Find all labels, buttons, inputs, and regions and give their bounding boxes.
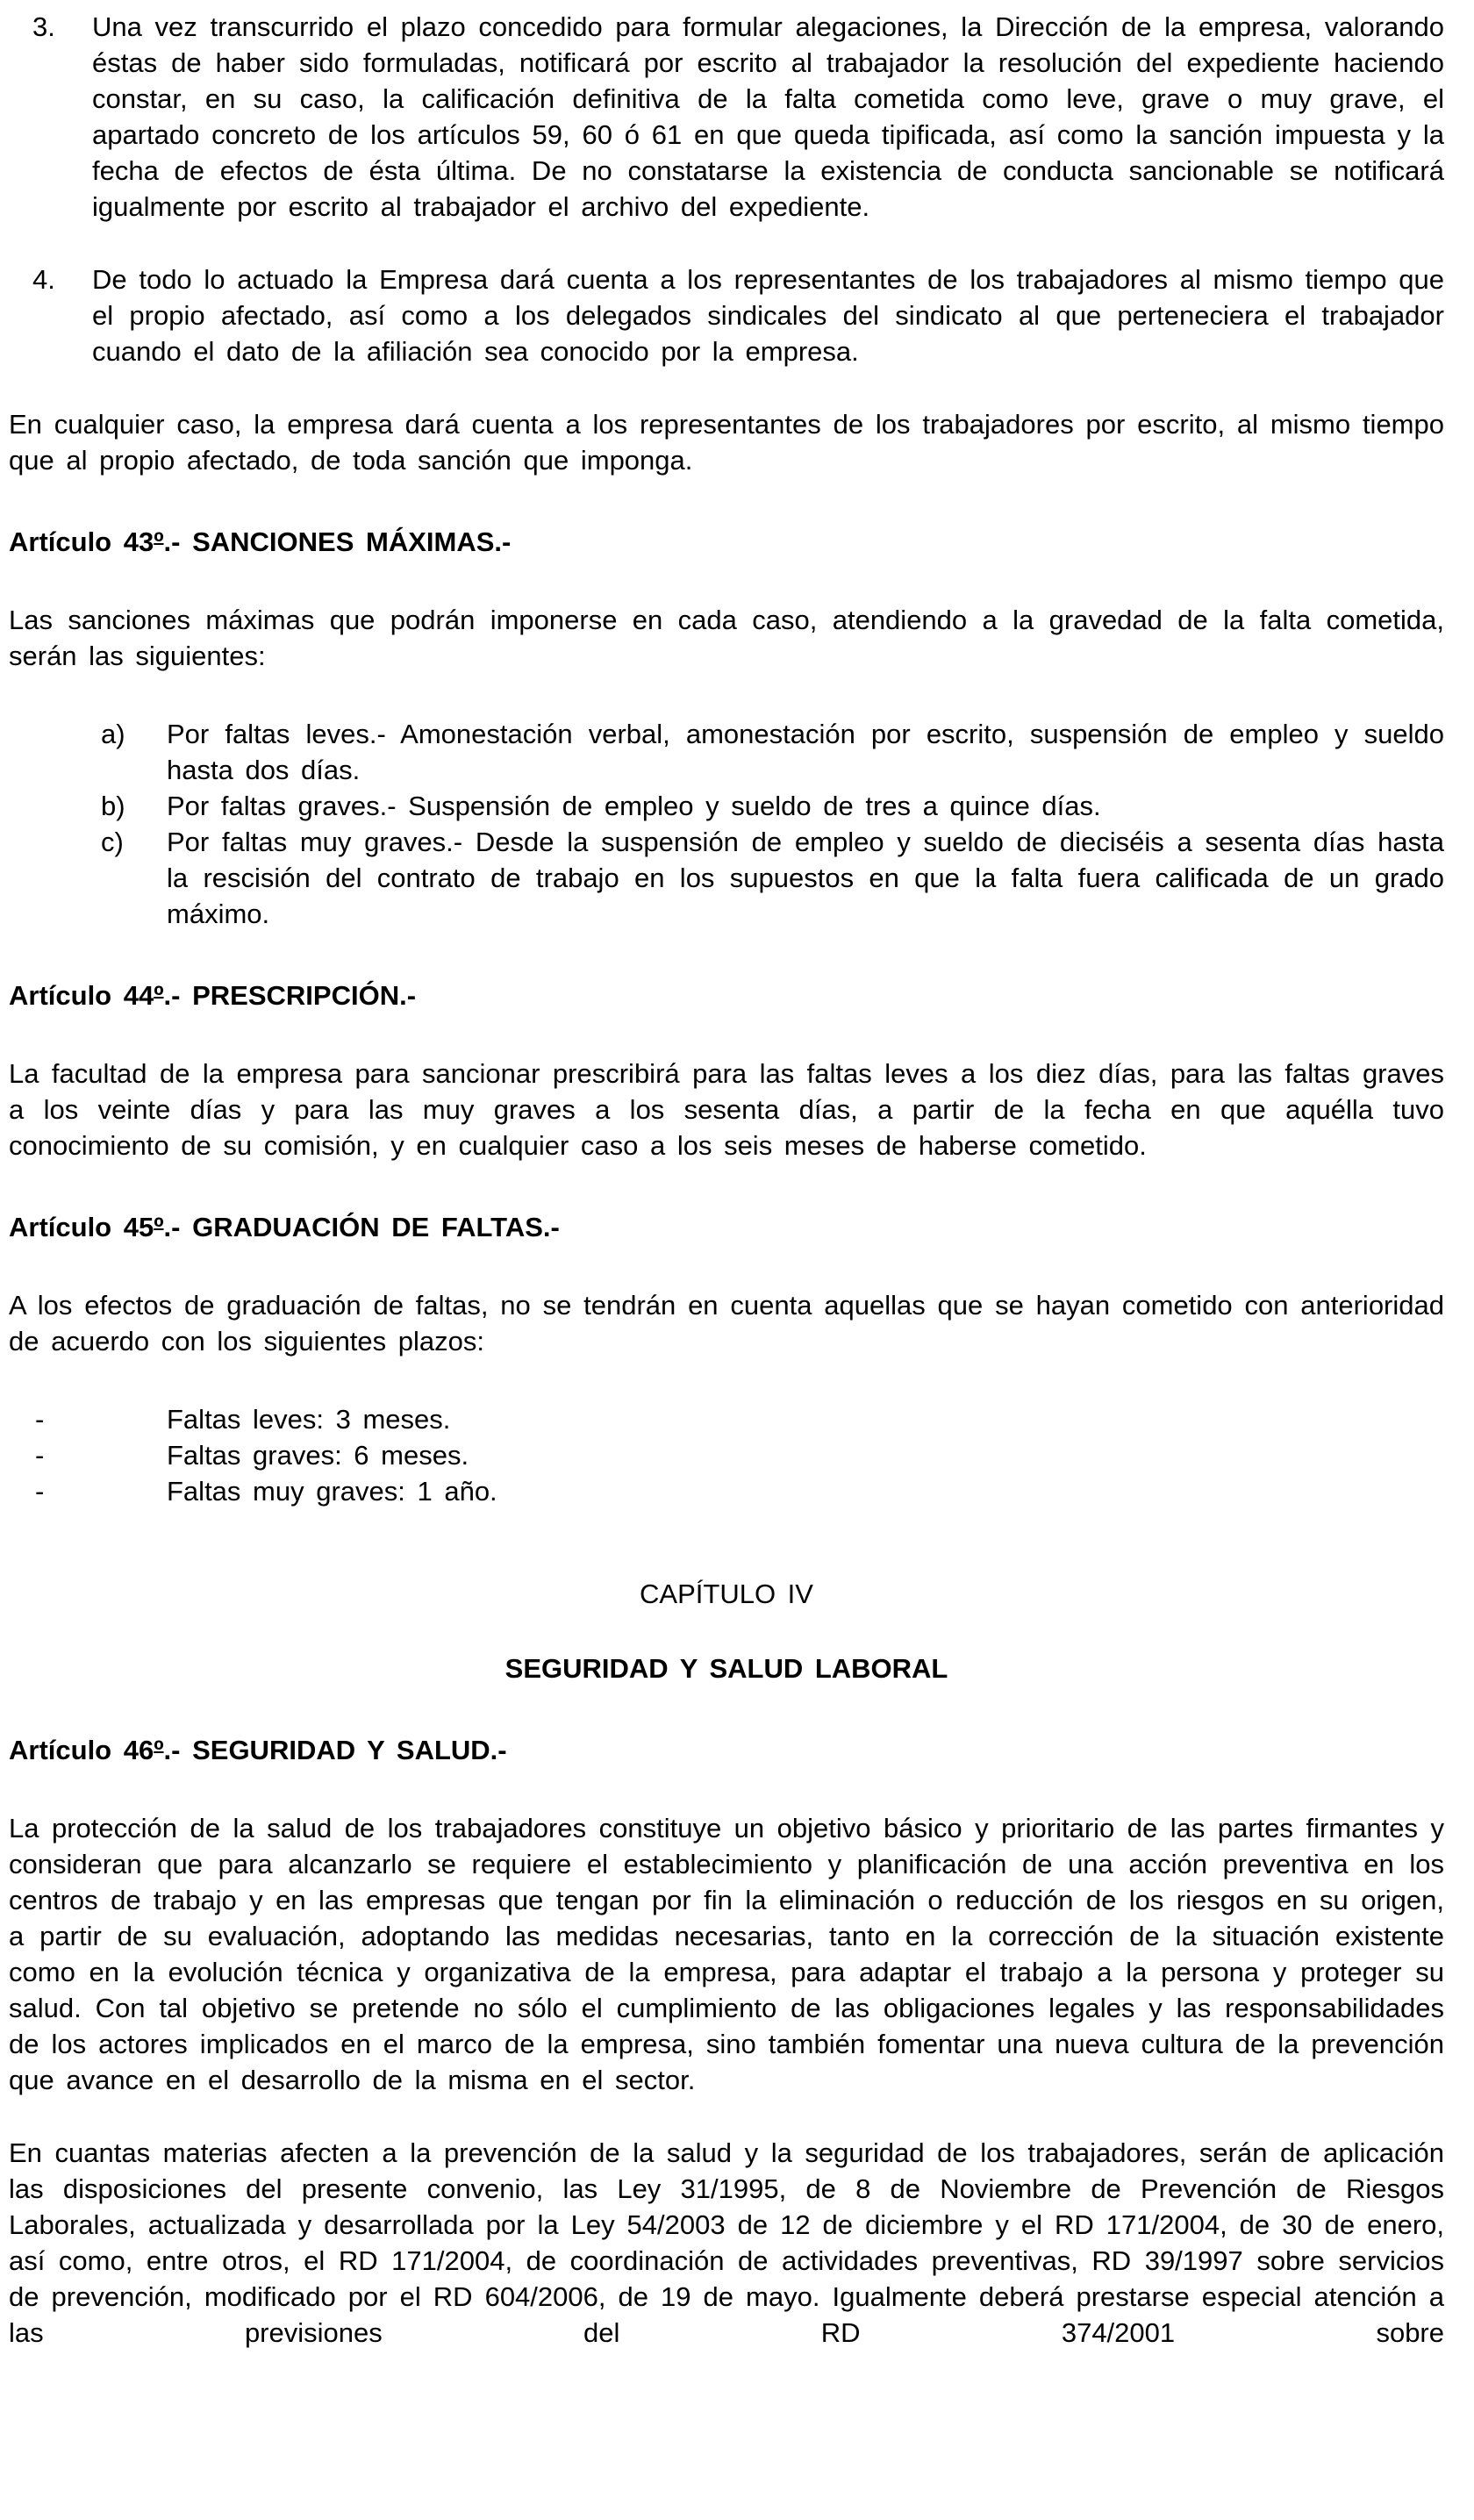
list-item-a-marker: a) (101, 719, 125, 749)
article-46-prefix: Artículo 46 (9, 1735, 154, 1765)
list-item-a (9, 716, 1444, 788)
article-46-title: .- SEGURIDAD Y SALUD.- (163, 1735, 507, 1765)
dash-item-graves (9, 1437, 1444, 1473)
item-4-number: 4. (32, 264, 55, 295)
list-item-b-text: Por faltas graves.- Suspensión de empleo y sueldo de tres a quince días. (167, 791, 1101, 821)
paragraph-art46-1: La protección de la salud de los trabajadores constituye un objetivo básico y prioritario de las partes firmantes y consideran que para alcanzarlo se requiere el establecimiento y planificación de una acción preventiva en los centros de trabajo y en las empresas que tengan por fin la eliminación o reducción de los riesgos en su origen, a partir de su evaluación, adoptando las medidas necesarias, tanto en la corrección de la situación existente como en la evolución técnica y organizativa de la empresa, para adaptar el trabajo a la persona y proteger su salud. Con tal objetivo se pretende no sólo el cumplimiento de las obligaciones legales y las responsabilidades de los actores implicados en el marco de la empresa, sino también fomentar una nueva cultura de la prevención que avance en el desarrollo de la misma en el sector. (9, 1813, 1444, 2095)
numbered-item-4 (9, 261, 1444, 369)
lettered-list-sanciones (9, 716, 1444, 932)
article-45-heading (9, 1209, 1444, 1245)
dash-item-graves-marker: - (35, 1440, 45, 1471)
article-44-prefix: Artículo 44 (9, 980, 154, 1011)
list-item-b (9, 788, 1444, 824)
dash-item-leves-marker: - (35, 1404, 45, 1435)
article-45-ordinal-indicator: º (154, 1212, 164, 1242)
article-44-title: .- PRESCRIPCIÓN.- (163, 980, 417, 1011)
item-3-text: Una vez transcurrido el plazo concedido para formular alegaciones, la Dirección de la empresa, valorando éstas de haber sido formuladas, notificará por escrito al trabajador la resolución del expediente haciendo constar, en su caso, la calificación definitiva de la falta cometida como leve, grave o muy grave, el apartado concreto de los artículos 59, 60 ó 61 en que queda tipificada, así como la sanción impuesta y la fecha de efectos de ésta última. De no constatarse la existencia de conducta sancionable se notificará igualmente por escrito al trabajador el archivo del expediente. (92, 11, 1444, 222)
list-item-c-marker: c) (101, 827, 124, 857)
dash-item-graves-text: Faltas graves: 6 meses. (167, 1440, 469, 1471)
paragraph-sanciones-intro: Las sanciones máximas que podrán imponerse en cada caso, atendiendo a la gravedad de la falta cometida, serán las siguientes: (9, 605, 1444, 671)
dash-list-plazos (9, 1401, 1444, 1509)
paragraph-prescripcion: La facultad de la empresa para sancionar prescribirá para las faltas leves a los diez días, para las faltas graves a los veinte días y para las muy graves a los sesenta días, a partir de la fecha en que aquélla tuvo conocimiento de su comisión, y en cualquier caso a los seis meses de haberse cometido. (9, 1058, 1444, 1161)
chapter-title: CAPÍTULO IV (640, 1579, 813, 1609)
dash-item-muy-graves-marker: - (35, 1476, 45, 1507)
dash-item-muy-graves (9, 1473, 1444, 1509)
dash-item-leves-text: Faltas leves: 3 meses. (167, 1404, 451, 1435)
item-3-number: 3. (32, 11, 55, 42)
article-44-ordinal-indicator: º (154, 980, 164, 1011)
item-4-text: De todo lo actuado la Empresa dará cuenta a los representantes de los trabajadores al mismo tiempo que el propio afectado, así como a los delegados sindicales del sindicato al que perteneciera el trabajador cuando el dato de la afiliación sea conocido por la empresa. (92, 264, 1444, 367)
dash-item-leves (9, 1401, 1444, 1437)
chapter-subtitle: SEGURIDAD Y SALUD LABORAL (504, 1653, 948, 1684)
article-43-ordinal-indicator: º (154, 526, 164, 557)
article-46-heading (9, 1732, 1444, 1768)
article-44-heading (9, 977, 1444, 1013)
paragraph-graduacion-intro: A los efectos de graduación de faltas, no se tendrán en cuenta aquellas que se hayan cometido con anterioridad de acuerdo con los siguientes plazos: (9, 1290, 1444, 1357)
article-45-prefix: Artículo 45 (9, 1212, 154, 1242)
list-item-a-text: Por faltas leves.- Amonestación verbal, amonestación por escrito, suspensión de empleo y sueldo hasta dos días. (167, 719, 1444, 785)
article-46-ordinal-indicator: º (154, 1735, 164, 1765)
article-43-heading (9, 524, 1444, 560)
list-item-c (9, 824, 1444, 932)
list-item-c-text: Por faltas muy graves.- Desde la suspensión de empleo y sueldo de dieciséis a sesenta días hasta la rescisión del contrato de trabajo en los supuestos en que la falta fuera calificada de un grado máximo. (167, 827, 1444, 929)
numbered-item-3 (9, 9, 1444, 225)
paragraph-en-cualquier-caso: En cualquier caso, la empresa dará cuenta a los representantes de los trabajadores por escrito, al mismo tiempo que al propio afectado, de toda sanción que imponga. (9, 409, 1444, 476)
list-item-b-marker: b) (101, 791, 125, 821)
paragraph-art46-2: En cuantas materias afecten a la prevención de la salud y la seguridad de los trabajadores, serán de aplicación las disposiciones del presente convenio, las Ley 31/1995, de 8 de Noviembre de Prevención de Riesgos Laborales, actualizada y desarrollada por la Ley 54/2003 de 12 de diciembre y el RD 171/2004, de 30 de enero, así como, entre otros, el RD 171/2004, de coordinación de actividades preventivas, RD 39/1997 sobre servicios de prevención, modificado por el RD 604/2006, de 19 de mayo. Igualmente deberá prestarse especial atención a las previsiones del RD 374/2001 sobre (9, 2137, 1444, 2348)
article-43-prefix: Artículo 43 (9, 526, 154, 557)
article-45-title: .- GRADUACIÓN DE FALTAS.- (163, 1212, 560, 1242)
dash-item-muy-graves-text: Faltas muy graves: 1 año. (167, 1476, 497, 1507)
article-43-title: .- SANCIONES MÁXIMAS.- (163, 526, 512, 557)
